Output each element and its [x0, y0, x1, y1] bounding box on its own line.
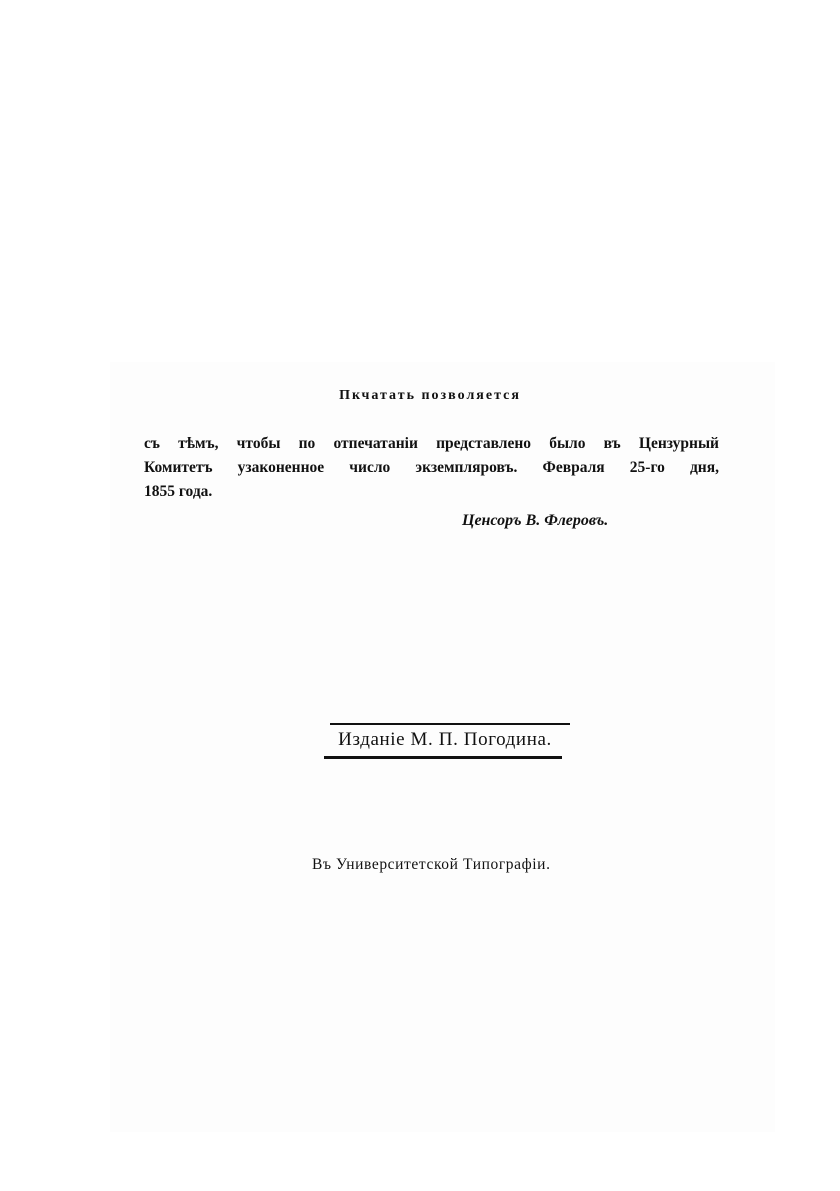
edition-title: Изданіе М. П. Погодина. [338, 729, 552, 750]
censorship-text-block [144, 432, 719, 504]
censorship-line-2: Комитетъ узаконенное число экземпляровъ. Февраля 25-го дня, [144, 459, 719, 476]
censorship-line-1: съ тѣмъ, чтобы по отпечатаніи представлено было въ Цензурный [144, 435, 719, 452]
censorship-heading: Пкчатать позволяется [339, 388, 521, 403]
printer-imprint: Въ Университетской Типографіи. [312, 856, 551, 873]
rule-bottom-divider [324, 756, 562, 759]
censor-signature: Ценсоръ В. Флеровъ. [462, 512, 609, 529]
rule-top-divider [330, 723, 570, 725]
censorship-line-3: 1855 года. [144, 483, 213, 500]
